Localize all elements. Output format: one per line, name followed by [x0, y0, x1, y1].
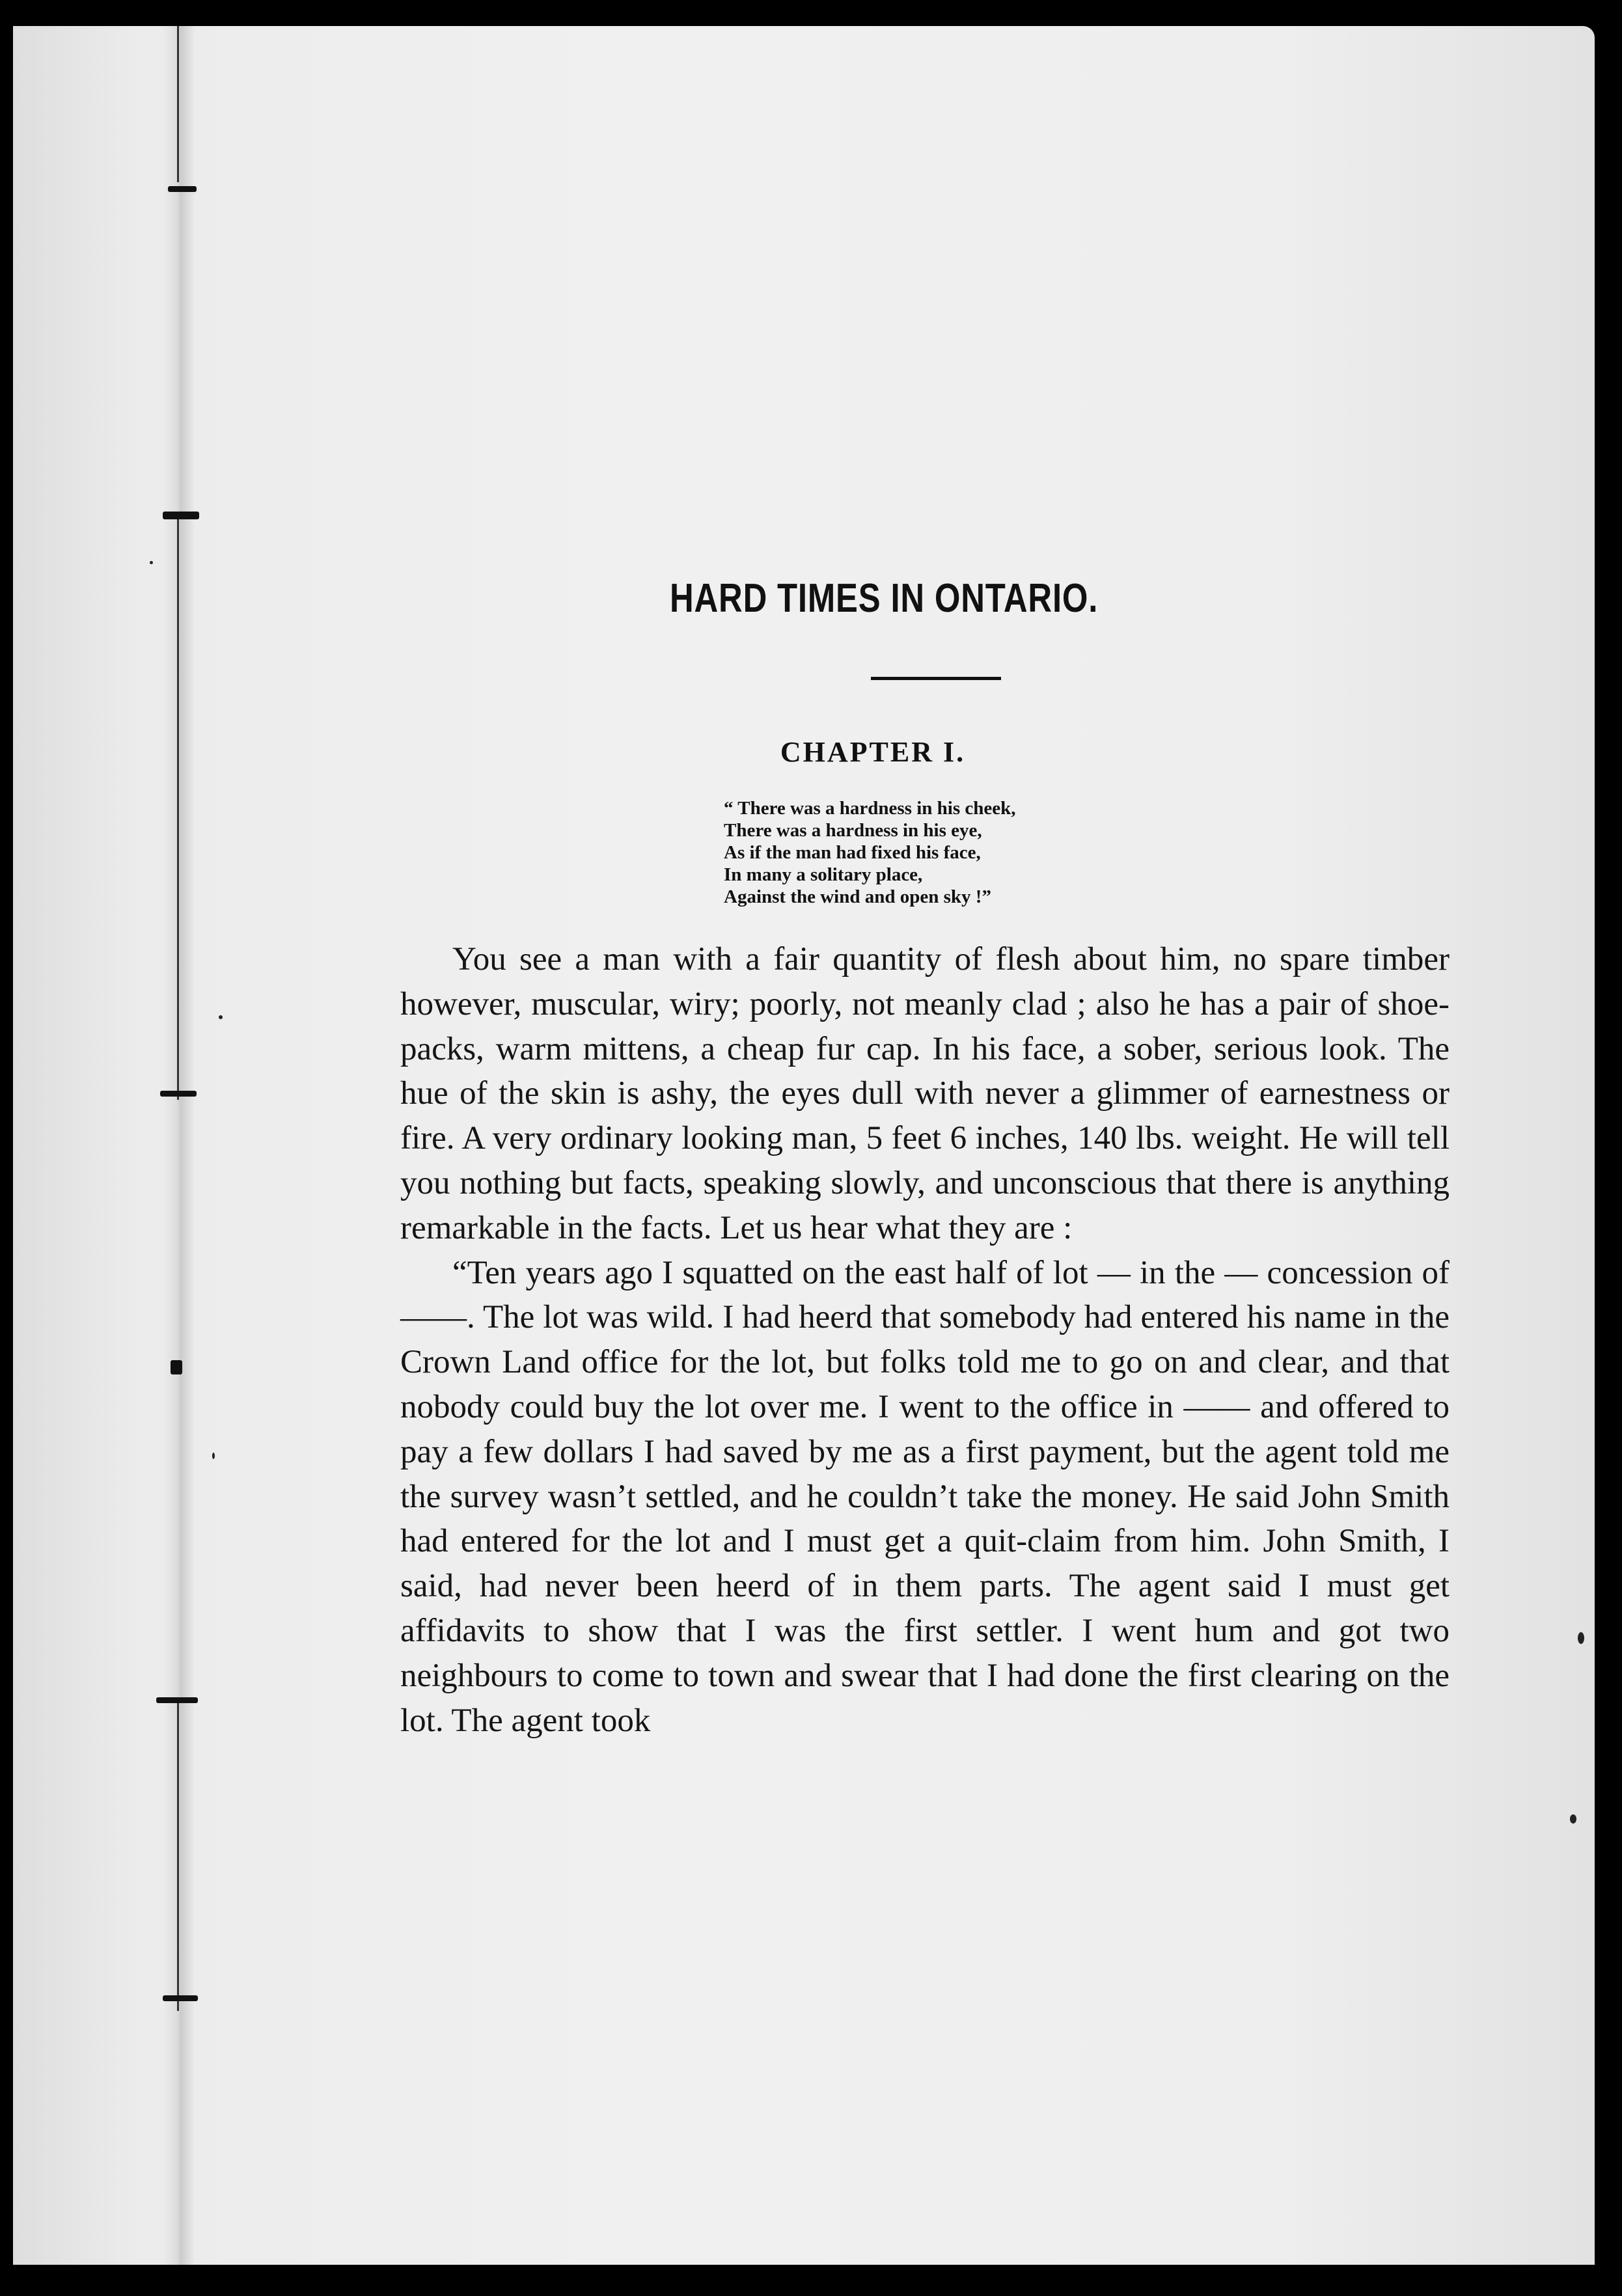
binding-stitch-mark: [156, 1697, 198, 1703]
paper-speck: [1578, 1632, 1584, 1644]
binding-stitch: [177, 1699, 179, 2011]
binding-stitch: [177, 26, 179, 182]
binding-stitch-mark: [160, 1091, 197, 1097]
paper-speck: [212, 1453, 215, 1459]
paper-speck: [150, 561, 153, 564]
binding-stitch-mark: [163, 512, 199, 519]
page-title: HARD TIMES IN ONTARIO.: [669, 576, 1099, 621]
binding-stitch-mark: [168, 186, 197, 192]
title-rule: [871, 677, 1001, 680]
epigraph-line: There was a hardness in his eye,: [724, 820, 982, 841]
epigraph-line: “ There was a hardness in his cheek,: [724, 798, 1016, 819]
epigraph-line: Against the wind and open sky !”: [724, 886, 991, 907]
binding-stitch-mark: [163, 1995, 198, 2001]
epigraph: [724, 797, 1016, 908]
binding-gutter: [163, 26, 195, 2265]
epigraph-line: As if the man had fixed his face,: [724, 842, 981, 863]
epigraph-line: In many a solitary place,: [724, 864, 923, 885]
paragraph: You see a man with a fair quantity of flesh about him, no spare timber however, muscular, wiry; poorly, not meanly clad ; also he has a pair of shoe-packs, warm mittens, a cheap fur cap. In his face, a sober, serious look. The hue of the skin is ashy, the eyes dull with never a glimmer of earnestness or fire. A very ordinary looking man, 5 feet 6 inches, 140 lbs. weight. He will tell you nothing but facts, speaking slowly, and unconscious that there is anything remarkable in the facts. Let us hear what they are :: [400, 941, 1450, 1246]
binding-stitch-mark: [171, 1360, 182, 1374]
body-text: [400, 937, 1450, 1743]
paper-speck: [1570, 1814, 1576, 1824]
paper-speck: [219, 1015, 223, 1019]
chapter-heading: CHAPTER I.: [780, 736, 966, 768]
paragraph: “Ten years ago I squatted on the east half of lot — in the — concession of ——. The lot was wild. I had heerd that somebody had entered his name in the Crown Land office for the lot, but folks told me to go on and clear, and that nobody could buy the lot over me. I went to the office in —— and offered to pay a few dollars I had saved by me as a first payment, but the agent told me the survey wasn’t settled, and he couldn’t take the money. He said John Smith had entered for the lot and I must get a quit-claim from him. John Smith, I said, had never been heerd of in them parts. The agent said I must get affidavits to show that I was the first settler. I went hum and got two neighbours to come to town and swear that I had done the first clearing on the lot. The agent took: [400, 1254, 1450, 1739]
